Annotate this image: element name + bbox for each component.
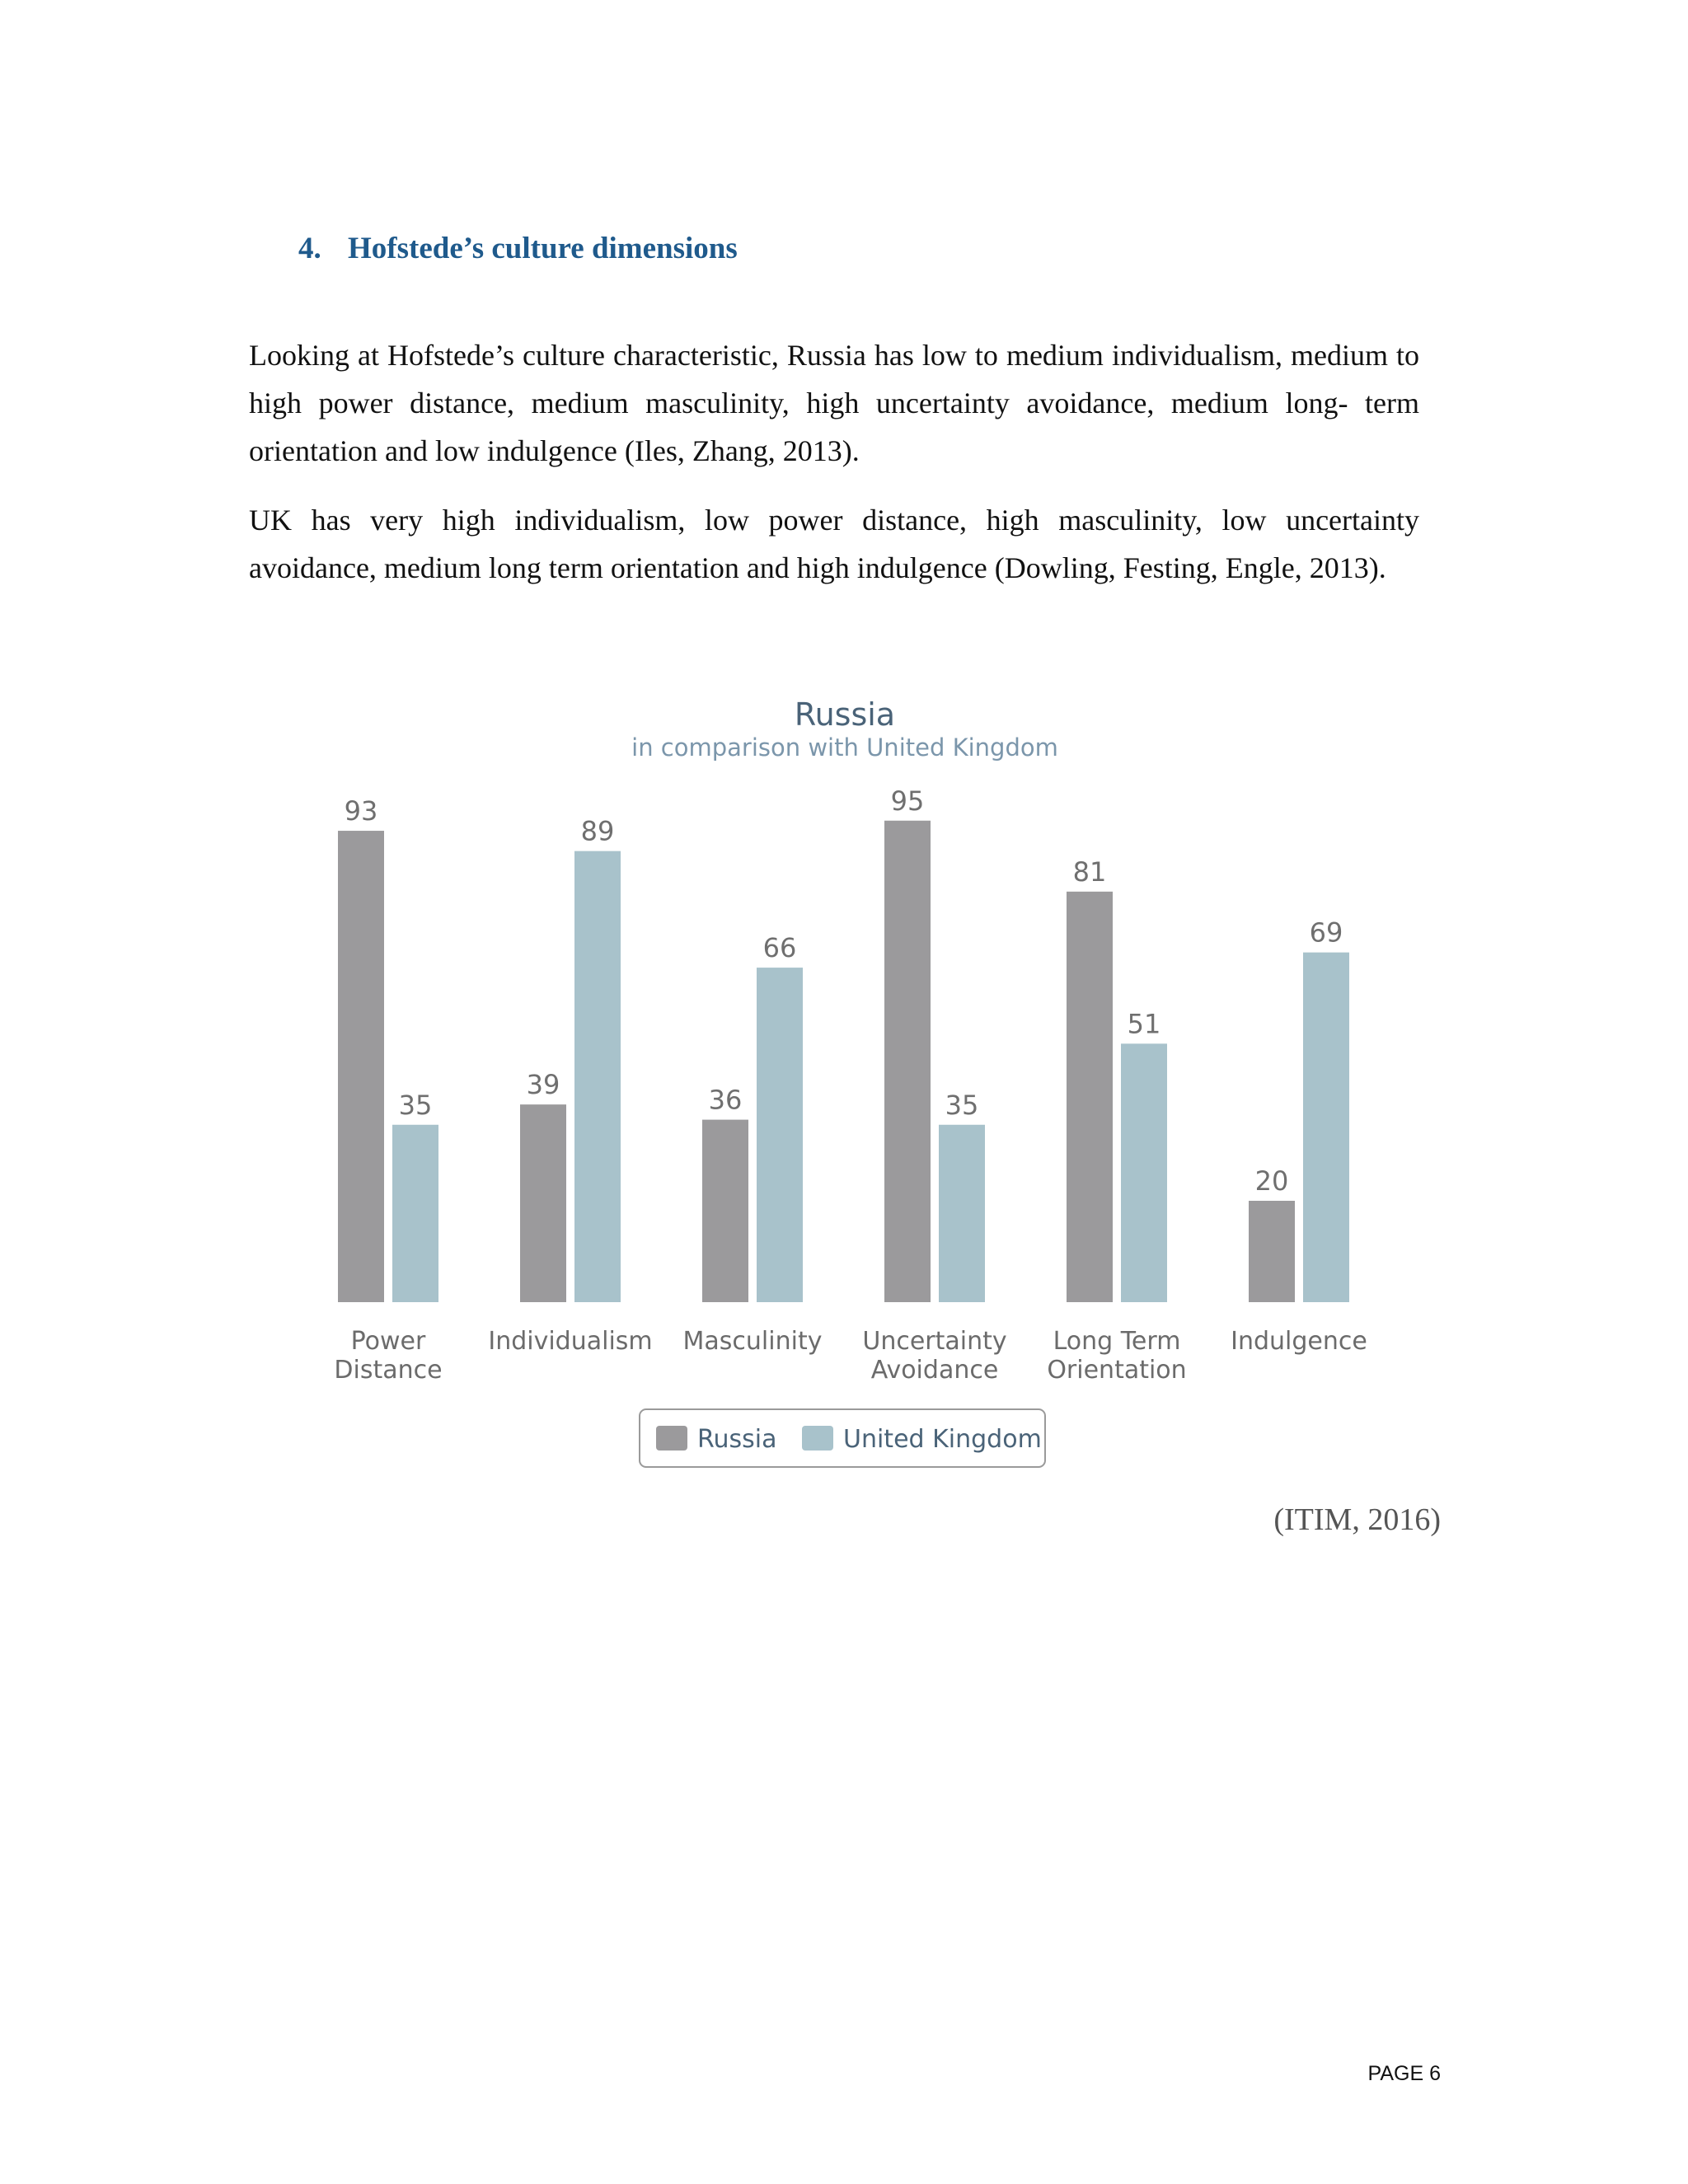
paragraph-russia: Looking at Hofstede’s culture characteristic, Russia has low to medium individualism, medium to high power distance, medium masculinity, high uncertainty avoidance, medium long- term orientation and low indulgence (Iles, Zhang, 2013). bbox=[249, 339, 1419, 467]
data-label-russia-3: 95 bbox=[890, 785, 925, 817]
data-label-uk-0: 35 bbox=[398, 1089, 433, 1121]
category-label-5-0: Indulgence bbox=[1231, 1327, 1367, 1356]
bar-uk-3 bbox=[939, 1125, 985, 1302]
data-label-russia-0: 93 bbox=[344, 795, 378, 827]
bar-russia-5 bbox=[1249, 1201, 1295, 1302]
bar-russia-1 bbox=[520, 1104, 566, 1302]
category-label-1-0: Individualism bbox=[488, 1327, 653, 1356]
page-number: PAGE 6 bbox=[1367, 2062, 1441, 2085]
legend-label-uk: United Kingdom bbox=[843, 1425, 1042, 1454]
data-label-russia-1: 39 bbox=[526, 1069, 560, 1101]
hofstede-comparison-chart bbox=[297, 676, 1434, 1483]
data-label-russia-2: 36 bbox=[708, 1084, 743, 1116]
data-label-uk-3: 35 bbox=[945, 1089, 979, 1121]
category-label-0-1: Distance bbox=[334, 1356, 443, 1385]
data-label-uk-1: 89 bbox=[580, 815, 615, 847]
bar-russia-2 bbox=[702, 1120, 748, 1302]
bar-uk-5 bbox=[1303, 953, 1349, 1302]
legend-swatch-russia bbox=[656, 1426, 687, 1451]
data-label-uk-5: 69 bbox=[1309, 916, 1343, 949]
chart-title: Russia bbox=[794, 696, 896, 733]
legend-swatch-uk bbox=[802, 1426, 833, 1451]
data-label-uk-4: 51 bbox=[1127, 1008, 1161, 1040]
category-label-3-0: Uncertainty bbox=[862, 1327, 1007, 1356]
category-label-4-1: Orientation bbox=[1047, 1356, 1187, 1385]
bar-uk-2 bbox=[757, 968, 803, 1302]
data-label-russia-5: 20 bbox=[1254, 1165, 1289, 1197]
category-label-4-0: Long Term bbox=[1053, 1327, 1181, 1356]
chart-subtitle: in comparison with United Kingdom bbox=[631, 733, 1058, 762]
bar-uk-4 bbox=[1121, 1043, 1167, 1302]
data-label-russia-4: 81 bbox=[1072, 855, 1107, 888]
section-number: 4. bbox=[298, 232, 321, 265]
bar-uk-1 bbox=[574, 851, 621, 1302]
data-label-uk-2: 66 bbox=[762, 932, 797, 964]
bar-uk-0 bbox=[392, 1125, 438, 1302]
bar-russia-0 bbox=[338, 831, 384, 1302]
legend-label-russia: Russia bbox=[697, 1425, 777, 1454]
paragraph-uk: UK has very high individualism, low power distance, high masculinity, low uncertainty avoidance, medium long term orientation and high indulgence (Dowling, Festing, Engle, 2013). bbox=[249, 504, 1419, 584]
bar-russia-3 bbox=[884, 821, 931, 1302]
section-title: Hofstede’s culture dimensions bbox=[348, 232, 738, 265]
category-label-2-0: Masculinity bbox=[682, 1327, 823, 1356]
category-label-3-1: Avoidance bbox=[870, 1356, 999, 1385]
section-heading bbox=[298, 231, 738, 266]
citation: (ITIM, 2016) bbox=[1273, 1502, 1441, 1537]
bar-russia-4 bbox=[1067, 892, 1113, 1302]
category-label-0-0: Power bbox=[350, 1327, 426, 1356]
